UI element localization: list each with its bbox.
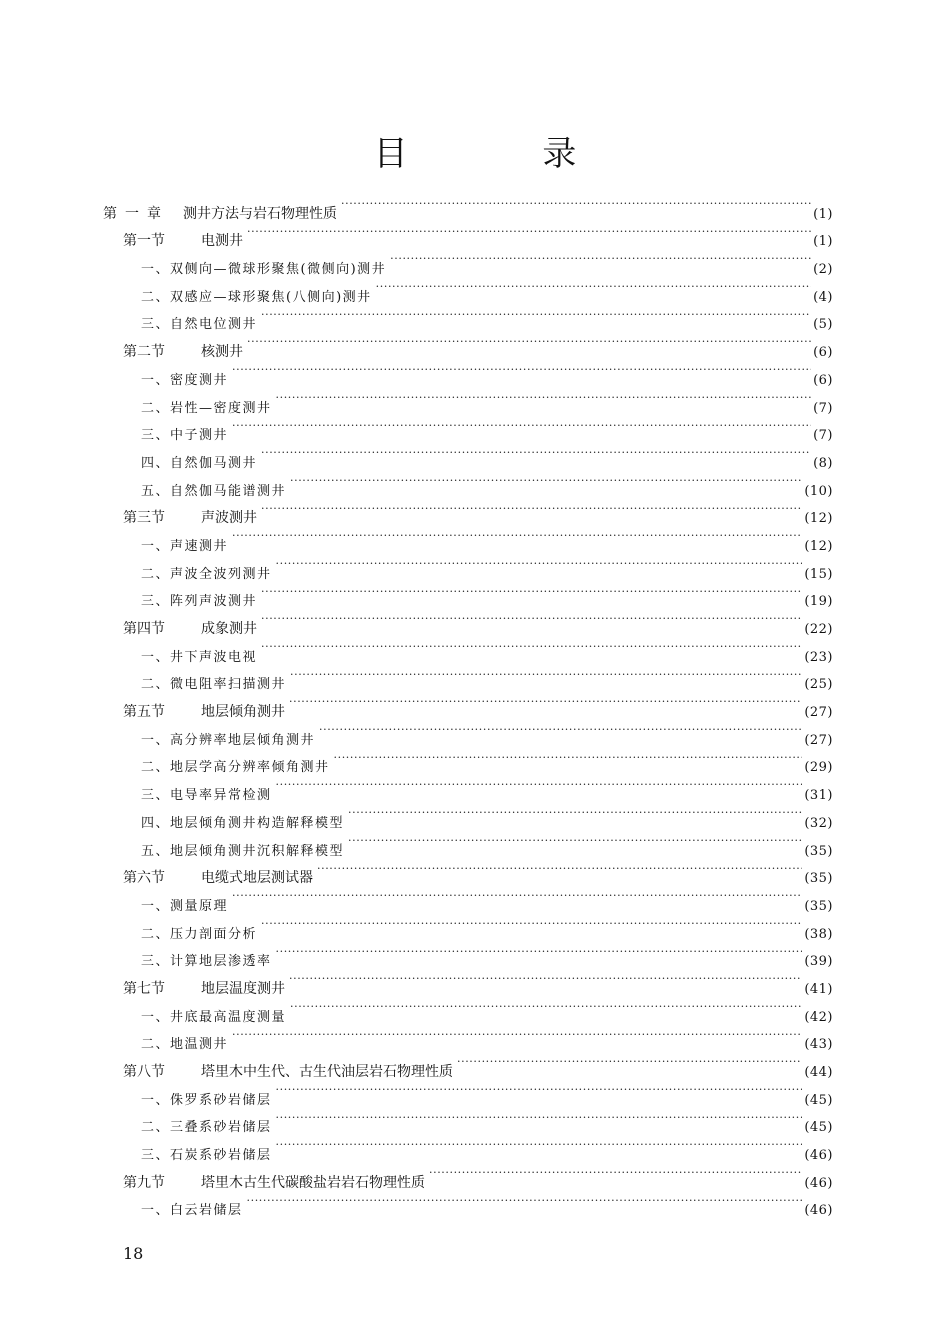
toc-entry-title: 一、双侧向—微球形聚焦(微侧向)测井: [141, 262, 387, 278]
toc-entry-page: (27): [804, 732, 833, 748]
toc-entry-title: 地层温度测井: [201, 980, 285, 997]
toc-entry-title: 二、微电阻率扫描测井: [141, 677, 287, 693]
dot-leader: [276, 1076, 803, 1104]
toc-entry-page: (35): [804, 898, 833, 914]
toc-entry-label: [141, 422, 228, 450]
toc-entry-page: (1): [813, 234, 833, 250]
toc-entry-label: [141, 838, 344, 866]
dot-leader: [276, 1131, 803, 1159]
toc-entry-title: 二、岩性—密度测井: [141, 400, 272, 416]
dot-leader: [457, 1048, 802, 1076]
dot-leader: [348, 799, 802, 827]
toc-entry-number: 第三节: [123, 510, 165, 527]
toc-entry-title: 二、地层学高分辨率倾角测井: [141, 760, 330, 776]
toc-entry-page: (44): [804, 1065, 833, 1080]
dot-leader: [232, 412, 811, 440]
toc-entry-title: 一、密度测井: [141, 372, 229, 388]
page-number: 18: [123, 1244, 144, 1263]
dot-leader: [276, 384, 812, 412]
toc-entry-page: (41): [804, 981, 833, 997]
toc-entry-page: (19): [804, 594, 833, 610]
toc-entry-label: [141, 671, 286, 699]
toc-entry-title: 一、白云岩储层: [141, 1203, 243, 1219]
toc-entry-label: [141, 921, 257, 949]
toc-entry-page: (29): [804, 760, 833, 776]
toc-entry-page: (22): [804, 622, 833, 637]
toc-entry-label: [123, 976, 285, 1004]
toc-entry-title: 地层倾角测井: [201, 704, 285, 721]
toc-entry-page: (12): [804, 538, 833, 554]
toc-entry-title: 塔里木中生代、古生代油层岩石物理性质: [201, 1064, 453, 1080]
dot-leader: [319, 716, 802, 744]
dot-leader: [261, 633, 802, 661]
dot-leader: [247, 328, 811, 356]
toc-entry-number: 第九节: [123, 1174, 165, 1191]
toc-entry-title: 二、压力剖面分析: [141, 926, 258, 942]
toc-entry-page: (5): [813, 317, 833, 333]
toc-entry-label: [141, 1197, 243, 1225]
toc-entry-page: (8): [813, 455, 833, 471]
dot-leader: [247, 1187, 803, 1215]
toc-entry-page: (46): [804, 1175, 833, 1191]
toc-entry-page: (45): [804, 1092, 833, 1108]
toc-entry-title: 一、测量原理: [141, 898, 229, 914]
toc-entry-title: 电测井: [201, 233, 243, 250]
toc-entry-title: 电缆式地层测试器: [201, 870, 313, 887]
toc-entry-number: 第五节: [123, 704, 165, 721]
toc-entry-page: (35): [804, 843, 833, 859]
toc-entry-page: (6): [813, 345, 833, 361]
toc-entry-label: [141, 1114, 272, 1142]
dot-leader: [290, 993, 802, 1021]
toc-entry-number: 第八节: [123, 1064, 165, 1080]
dot-leader: [317, 855, 802, 883]
toc-entry-title: 二、声波全波列测井: [141, 566, 272, 582]
dot-leader: [232, 1021, 802, 1049]
dot-leader: [261, 301, 811, 329]
toc-entry-title: 核测井: [201, 344, 243, 361]
dot-leader: [261, 578, 802, 606]
toc-entry-label: [141, 311, 257, 339]
toc-entry-title: 三、计算地层渗透率: [141, 954, 272, 970]
toc-entry-label: [123, 228, 243, 256]
toc-entry-label: [141, 948, 272, 976]
toc-entry-page: (1): [813, 206, 833, 222]
dot-leader: [276, 1104, 803, 1132]
dot-leader: [334, 744, 803, 772]
toc-entry-page: (7): [813, 428, 833, 444]
dot-leader: [232, 356, 811, 384]
dot-leader: [289, 688, 802, 716]
toc-entry-label: [141, 561, 272, 589]
toc-entry-label: [123, 699, 285, 727]
toc-entry-page: (32): [804, 815, 833, 831]
toc-entry-title: 一、声速测井: [141, 538, 229, 554]
toc-entry-number: 第二节: [123, 344, 165, 361]
toc-entry-label: [141, 256, 386, 284]
dot-leader: [429, 1159, 802, 1187]
toc-entry-title: 四、地层倾角测井构造解释模型: [141, 815, 345, 831]
page-title: 目 录: [373, 134, 639, 174]
toc-entry-page: (4): [813, 289, 833, 305]
toc-entry-page: (15): [804, 566, 833, 582]
toc-entry-label: [141, 644, 257, 672]
toc-entry-title: 五、地层倾角测井沉积解释模型: [141, 843, 345, 859]
toc-entry-page: (2): [813, 262, 833, 278]
toc-entry-title: 一、高分辨率地层倾角测井: [141, 732, 316, 748]
toc-entry-number: 第六节: [123, 870, 165, 887]
toc-entry-label: [123, 339, 243, 367]
dot-leader: [261, 910, 802, 938]
toc-entry-page: (25): [804, 677, 833, 693]
toc-entry-page: (6): [813, 372, 833, 388]
dot-leader: [276, 771, 803, 799]
toc-entry-chapter: [103, 190, 833, 222]
toc-entry-label: [141, 893, 228, 921]
dot-leader: [261, 439, 811, 467]
toc-entry-label: [141, 1031, 228, 1059]
toc-entry-title: 二、三叠系砂岩储层: [141, 1120, 272, 1136]
toc-entry-label: [141, 450, 257, 478]
toc-entry-title: 二、双感应—球形聚焦(八侧向)测井: [141, 289, 372, 305]
toc-entry-page: (42): [804, 1009, 833, 1025]
toc-entry-title: 三、电导率异常检测: [141, 788, 272, 804]
dot-leader: [261, 495, 802, 523]
dot-leader: [341, 190, 811, 218]
dot-leader: [276, 938, 803, 966]
toc-entry-label: [141, 1087, 272, 1115]
dot-leader: [289, 965, 802, 993]
toc-entry-title: 三、自然电位测井: [141, 317, 258, 333]
toc-entry-title: 五、自然伽马能谱测井: [141, 483, 287, 499]
toc-entry-title: 一、井下声波电视: [141, 649, 258, 665]
toc-entry-number: 第一节: [123, 233, 165, 250]
toc-entry-title: 测井方法与岩石物理性质: [183, 205, 337, 222]
toc-entry-number: 第四节: [123, 621, 165, 637]
dot-leader: [232, 522, 802, 550]
toc-entry-title: 三、阵列声波测井: [141, 594, 258, 610]
toc-entry-number: 第七节: [123, 980, 165, 997]
toc-entry-page: (35): [804, 871, 833, 887]
toc-entry-label: [141, 810, 344, 838]
toc-entry-page: (27): [804, 705, 833, 721]
toc-entry-page: (7): [813, 400, 833, 416]
dot-leader: [390, 245, 811, 273]
dot-leader: [232, 882, 802, 910]
toc-entry-page: (10): [804, 483, 833, 499]
dot-leader: [247, 218, 811, 246]
toc-entry-label: [123, 616, 257, 644]
toc-entry-label: [141, 782, 272, 810]
toc-entry-title: 二、地温测井: [141, 1037, 229, 1053]
toc-entry-page: (43): [804, 1037, 833, 1053]
toc-entry-page: (46): [804, 1203, 833, 1219]
dot-leader: [376, 273, 811, 301]
toc-entry-page: (23): [804, 649, 833, 665]
toc-entry-label: [141, 588, 257, 616]
toc-entry-title: 四、自然伽马测井: [141, 455, 258, 471]
toc-entry-page: (12): [804, 511, 833, 527]
dot-leader: [261, 605, 802, 633]
toc-entry-title: 三、石炭系砂岩储层: [141, 1148, 272, 1164]
toc-entry-label: [141, 533, 228, 561]
toc-entry-title: 成象测井: [201, 621, 257, 637]
toc-entry-title: 声波测井: [201, 510, 257, 527]
toc-entry-label: [141, 367, 228, 395]
toc-entry-page: (39): [804, 954, 833, 970]
toc-entry-label: [141, 727, 315, 755]
toc-entry-page: (38): [804, 926, 833, 942]
toc-entry-title: 塔里木古生代碳酸盐岩岩石物理性质: [201, 1174, 425, 1191]
dot-leader: [276, 550, 803, 578]
toc-entry-title: 一、井底最高温度测量: [141, 1009, 287, 1025]
toc-entry-title: 一、侏罗系砂岩储层: [141, 1092, 272, 1108]
toc-entry-page: (46): [804, 1148, 833, 1164]
toc-entry-title: 三、中子测井: [141, 428, 229, 444]
table-of-contents: [103, 190, 833, 1219]
toc-entry-page: (31): [804, 788, 833, 804]
dot-leader: [290, 467, 802, 495]
toc-entry-page: (45): [804, 1120, 833, 1136]
toc-entry-number: 第一章: [103, 205, 169, 222]
toc-entry-label: [141, 1142, 272, 1170]
dot-leader: [290, 661, 802, 689]
dot-leader: [348, 827, 802, 855]
